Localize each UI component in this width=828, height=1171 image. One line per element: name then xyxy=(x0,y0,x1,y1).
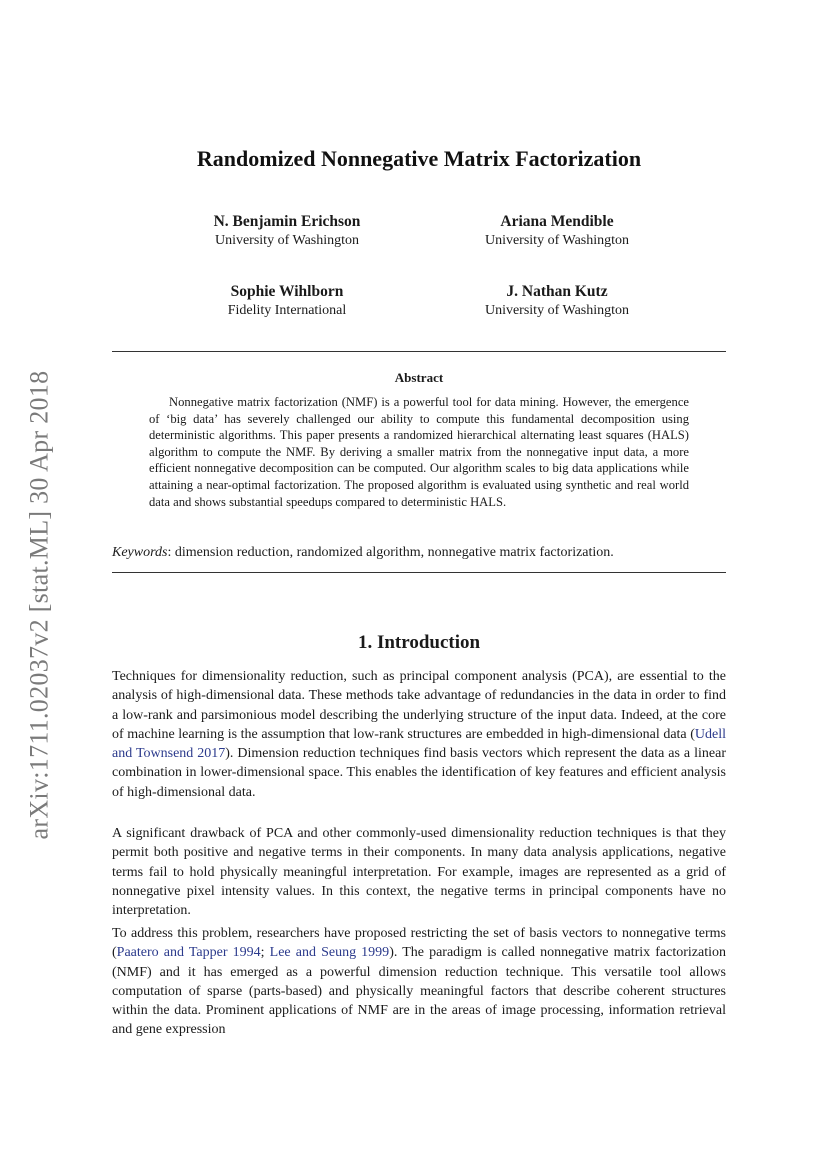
body-paragraph: A significant drawback of PCA and other commonly-used dimensionality reduction techniques is that they permit both positive and negative terms in their components. In many data analysis applications, negative terms fail to hold physically meaningful interpretation. For example, images are represented as a grid of nonnegative pixel intensity values. In this context, the negative terms in principal components have no interpretation. xyxy=(112,826,726,919)
paragraph-text: ). The paradigm is called nonnegative matrix factorization (NMF) and it has emerged as a powerful dimension reduction technique. This versatile tool allows computation of sparse (parts-based) and physically meaningful factors that describe coherent structures within the data. Prominent applications of NMF are in the areas of image processing, information retrieval and gene expression xyxy=(112,945,726,1038)
author-block xyxy=(437,282,677,320)
author-block xyxy=(167,282,407,320)
keywords-label: Keywords xyxy=(112,545,168,560)
paragraph-text: Techniques for dimensionality reduction, such as principal component analysis (PCA), are essential to the analysis of high-dimensional data. These methods take advantage of redundancies in the data in order to find a low-rank and parsimonious model describing the underlying structure of the input data. Indeed, at the core of machine learning is the assumption that low-rank structures are embedded in high-dimensional data ( xyxy=(112,669,726,742)
author-affiliation: University of Washington xyxy=(484,233,630,248)
author-name: N. Benjamin Erichson xyxy=(213,213,361,230)
section-heading: 1. Introduction xyxy=(357,632,481,653)
paragraph-text: ). Dimension reduction techniques find basis vectors which represent the data as a linear combination in lower-dimensional space. This enables the identification of key features and efficient analysis of high-dimensional data. xyxy=(112,746,726,800)
author-affiliation: University of Washington xyxy=(484,303,630,318)
abstract-text: Nonnegative matrix factorization (NMF) is a powerful tool for data mining. However, the emergence of ‘big data’ has severely challenged our ability to compute this fundamental decomposition using deterministic algorithms. This paper presents a randomized hierarchical alternating least squares (HALS) algorithm to compute the NMF. By deriving a smaller matrix from the nonnegative input data, a more efficient nonnegative decomposition can be computed. Our algorithm scales to big data applications while attaining a near-optimal factorization. The proposed algorithm is evaluated using synthetic and real world data and shows substantial speedups compared to deterministic HALS. xyxy=(149,395,689,509)
body-paragraph xyxy=(112,924,726,1040)
abstract-top-rule xyxy=(112,351,726,352)
abstract-bottom-rule xyxy=(112,572,726,573)
citation-link[interactable]: Lee and Seung 1999 xyxy=(269,945,390,961)
author-name: Sophie Wihlborn xyxy=(230,283,344,300)
keywords-text: : dimension reduction, randomized algorithm, nonnegative matrix factorization. xyxy=(167,545,614,560)
body-paragraph xyxy=(112,667,726,802)
author-affiliation: University of Washington xyxy=(214,233,360,248)
citation-link[interactable]: Paatero and Tapper 1994 xyxy=(116,945,261,961)
paper-title: Randomized Nonnegative Matrix Factorization xyxy=(196,146,642,171)
author-name: Ariana Mendible xyxy=(500,213,614,230)
citation-separator: ; xyxy=(260,945,270,961)
arxiv-identifier-stamp xyxy=(14,350,64,860)
author-block xyxy=(167,212,407,250)
citation-link[interactable]: Udell and Townsend 2017 xyxy=(112,726,726,762)
paragraph-text: To address this problem, researchers have proposed restricting the set of basis vectors to nonnegative terms ( xyxy=(112,926,726,961)
author-block xyxy=(437,212,677,250)
keywords-line xyxy=(112,545,726,561)
arxiv-identifier-text: arXiv:1711.02037v2 [stat.ML] 30 Apr 2018 xyxy=(24,370,54,840)
abstract-heading: Abstract xyxy=(394,370,444,385)
author-affiliation: Fidelity International xyxy=(227,303,347,318)
author-name: J. Nathan Kutz xyxy=(506,283,608,300)
